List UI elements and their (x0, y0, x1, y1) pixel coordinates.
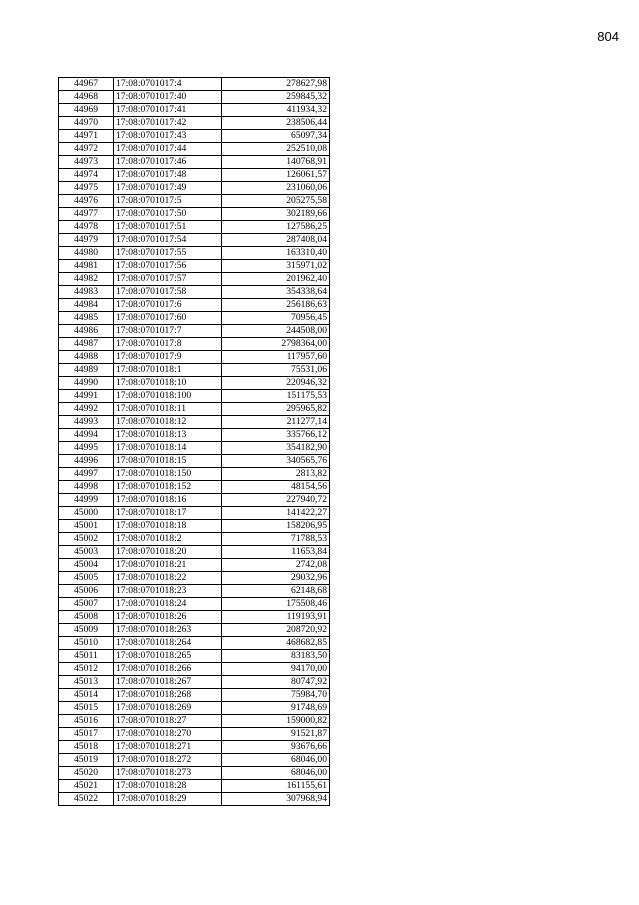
cadastral-number-cell: 17:08:0701017:56 (114, 260, 222, 273)
cadastral-number-cell: 17:08:0701017:6 (114, 299, 222, 312)
row-number-cell: 45017 (59, 728, 114, 741)
cadastral-value-cell: 256186,63 (222, 299, 330, 312)
table-row (59, 325, 330, 338)
row-number-cell: 44988 (59, 351, 114, 364)
cadastral-value-cell: 117957,60 (222, 351, 330, 364)
cadastral-number-cell: 17:08:0701018:15 (114, 455, 222, 468)
cadastral-value-cell: 94170,00 (222, 663, 330, 676)
page-number: 804 (597, 29, 619, 44)
row-number-cell: 44996 (59, 455, 114, 468)
row-number-cell: 45011 (59, 650, 114, 663)
row-number-cell: 44987 (59, 338, 114, 351)
cadastral-value-cell: 259845,32 (222, 91, 330, 104)
table-row (59, 767, 330, 780)
cadastral-value-cell: 175508,46 (222, 598, 330, 611)
cadastral-value-cell: 295965,82 (222, 403, 330, 416)
table-row (59, 494, 330, 507)
table-row (59, 598, 330, 611)
row-number-cell: 44968 (59, 91, 114, 104)
cadastral-value-cell: 71788,53 (222, 533, 330, 546)
table-row (59, 689, 330, 702)
row-number-cell: 44985 (59, 312, 114, 325)
cadastral-value-cell: 126061,57 (222, 169, 330, 182)
row-number-cell: 44980 (59, 247, 114, 260)
table-row (59, 442, 330, 455)
table-row (59, 585, 330, 598)
cadastral-number-cell: 17:08:0701018:24 (114, 598, 222, 611)
table-row (59, 702, 330, 715)
table-row (59, 481, 330, 494)
cadastral-number-cell: 17:08:0701018:100 (114, 390, 222, 403)
cadastral-number-cell: 17:08:0701018:28 (114, 780, 222, 793)
table-row (59, 247, 330, 260)
row-number-cell: 44973 (59, 156, 114, 169)
table-row (59, 663, 330, 676)
cadastral-value-cell: 75531,06 (222, 364, 330, 377)
cadastral-number-cell: 17:08:0701017:49 (114, 182, 222, 195)
row-number-cell: 45013 (59, 676, 114, 689)
cadastral-number-cell: 17:08:0701017:44 (114, 143, 222, 156)
table-row (59, 78, 330, 91)
table-row (59, 637, 330, 650)
table-row (59, 416, 330, 429)
row-number-cell: 45007 (59, 598, 114, 611)
row-number-cell: 44999 (59, 494, 114, 507)
table-row (59, 403, 330, 416)
row-number-cell: 45006 (59, 585, 114, 598)
table-row (59, 624, 330, 637)
table-row (59, 182, 330, 195)
cadastral-number-cell: 17:08:0701018:1 (114, 364, 222, 377)
cadastral-value-cell: 2742,08 (222, 559, 330, 572)
row-number-cell: 44974 (59, 169, 114, 182)
table-row (59, 338, 330, 351)
table-row (59, 130, 330, 143)
cadastral-value-cell: 335766,12 (222, 429, 330, 442)
cadastral-number-cell: 17:08:0701018:20 (114, 546, 222, 559)
table-row (59, 286, 330, 299)
table-row (59, 520, 330, 533)
row-number-cell: 44995 (59, 442, 114, 455)
row-number-cell: 44971 (59, 130, 114, 143)
cadastral-number-cell: 17:08:0701017:7 (114, 325, 222, 338)
cadastral-value-cell: 2798364,00 (222, 338, 330, 351)
cadastral-number-cell: 17:08:0701018:2 (114, 533, 222, 546)
cadastral-value-cell: 205275,58 (222, 195, 330, 208)
table-row (59, 260, 330, 273)
cadastral-value-cell: 220946,32 (222, 377, 330, 390)
cadastral-value-cell: 29032,96 (222, 572, 330, 585)
row-number-cell: 44993 (59, 416, 114, 429)
cadastral-number-cell: 17:08:0701018:273 (114, 767, 222, 780)
cadastral-value-cell: 65097,34 (222, 130, 330, 143)
cadastral-value-cell: 354182,90 (222, 442, 330, 455)
row-number-cell: 45022 (59, 793, 114, 806)
cadastral-value-cell: 140768,91 (222, 156, 330, 169)
cadastral-number-cell: 17:08:0701018:267 (114, 676, 222, 689)
cadastral-value-cell: 127586,25 (222, 221, 330, 234)
cadastral-number-cell: 17:08:0701018:264 (114, 637, 222, 650)
cadastral-value-cell: 163310,40 (222, 247, 330, 260)
cadastral-value-cell: 159000,82 (222, 715, 330, 728)
row-number-cell: 44986 (59, 325, 114, 338)
cadastral-number-cell: 17:08:0701018:23 (114, 585, 222, 598)
row-number-cell: 44997 (59, 468, 114, 481)
table-row (59, 455, 330, 468)
table-row (59, 208, 330, 221)
row-number-cell: 45014 (59, 689, 114, 702)
cadastral-number-cell: 17:08:0701018:27 (114, 715, 222, 728)
row-number-cell: 45009 (59, 624, 114, 637)
table-row (59, 377, 330, 390)
cadastral-value-cell: 83183,50 (222, 650, 330, 663)
cadastral-value-cell: 80747,92 (222, 676, 330, 689)
cadastral-number-cell: 17:08:0701018:268 (114, 689, 222, 702)
cadastral-number-cell: 17:08:0701018:22 (114, 572, 222, 585)
row-number-cell: 45004 (59, 559, 114, 572)
table-row (59, 754, 330, 767)
table-row (59, 676, 330, 689)
row-number-cell: 44979 (59, 234, 114, 247)
table-row (59, 572, 330, 585)
cadastral-number-cell: 17:08:0701018:263 (114, 624, 222, 637)
row-number-cell: 44967 (59, 78, 114, 91)
cadastral-number-cell: 17:08:0701017:40 (114, 91, 222, 104)
cadastral-value-cell: 231060,06 (222, 182, 330, 195)
cadastral-number-cell: 17:08:0701018:17 (114, 507, 222, 520)
cadastral-value-cell: 302189,66 (222, 208, 330, 221)
cadastral-value-cell: 244508,00 (222, 325, 330, 338)
cadastral-number-cell: 17:08:0701018:270 (114, 728, 222, 741)
cadastral-number-cell: 17:08:0701017:54 (114, 234, 222, 247)
row-number-cell: 45002 (59, 533, 114, 546)
cadastral-value-cell: 91521,87 (222, 728, 330, 741)
table-row (59, 273, 330, 286)
cadastral-number-cell: 17:08:0701018:271 (114, 741, 222, 754)
cadastral-number-cell: 17:08:0701018:12 (114, 416, 222, 429)
cadastral-value-cell: 161155,61 (222, 780, 330, 793)
cadastral-number-cell: 17:08:0701017:60 (114, 312, 222, 325)
table-row (59, 312, 330, 325)
cadastral-number-cell: 17:08:0701017:58 (114, 286, 222, 299)
cadastral-number-cell: 17:08:0701018:18 (114, 520, 222, 533)
cadastral-value-cell: 70956,45 (222, 312, 330, 325)
table-row (59, 728, 330, 741)
cadastral-number-cell: 17:08:0701018:150 (114, 468, 222, 481)
cadastral-number-cell: 17:08:0701017:43 (114, 130, 222, 143)
row-number-cell: 44975 (59, 182, 114, 195)
cadastral-number-cell: 17:08:0701017:9 (114, 351, 222, 364)
table-row (59, 533, 330, 546)
cadastral-value-cell: 208720,92 (222, 624, 330, 637)
cadastral-number-cell: 17:08:0701018:269 (114, 702, 222, 715)
row-number-cell: 45019 (59, 754, 114, 767)
cadastral-number-cell: 17:08:0701018:265 (114, 650, 222, 663)
table-row (59, 143, 330, 156)
table-row (59, 390, 330, 403)
row-number-cell: 45021 (59, 780, 114, 793)
table-row (59, 546, 330, 559)
cadastral-number-cell: 17:08:0701017:46 (114, 156, 222, 169)
cadastral-value-cell: 158206,95 (222, 520, 330, 533)
table-row (59, 156, 330, 169)
cadastral-value-cell: 315971,02 (222, 260, 330, 273)
row-number-cell: 44998 (59, 481, 114, 494)
table-row (59, 468, 330, 481)
cadastral-value-cell: 93676,66 (222, 741, 330, 754)
row-number-cell: 45016 (59, 715, 114, 728)
row-number-cell: 45020 (59, 767, 114, 780)
row-number-cell: 45003 (59, 546, 114, 559)
row-number-cell: 45000 (59, 507, 114, 520)
cadastral-number-cell: 17:08:0701018:29 (114, 793, 222, 806)
row-number-cell: 44989 (59, 364, 114, 377)
row-number-cell: 45001 (59, 520, 114, 533)
cadastral-number-cell: 17:08:0701017:51 (114, 221, 222, 234)
cadastral-number-cell: 17:08:0701018:10 (114, 377, 222, 390)
row-number-cell: 44992 (59, 403, 114, 416)
cadastral-value-cell: 68046,00 (222, 754, 330, 767)
cadastral-value-cell: 278627,98 (222, 78, 330, 91)
cadastral-number-cell: 17:08:0701017:4 (114, 78, 222, 91)
table-row (59, 234, 330, 247)
row-number-cell: 44978 (59, 221, 114, 234)
table-row (59, 364, 330, 377)
cadastral-value-cell: 62148,68 (222, 585, 330, 598)
cadastral-number-cell: 17:08:0701017:48 (114, 169, 222, 182)
table-row (59, 611, 330, 624)
cadastral-number-cell: 17:08:0701017:50 (114, 208, 222, 221)
cadastral-value-cell: 211277,14 (222, 416, 330, 429)
cadastral-number-cell: 17:08:0701017:55 (114, 247, 222, 260)
table-row (59, 429, 330, 442)
cadastral-number-cell: 17:08:0701018:266 (114, 663, 222, 676)
table-row (59, 91, 330, 104)
cadastral-number-cell: 17:08:0701017:5 (114, 195, 222, 208)
cadastral-value-cell: 340565,76 (222, 455, 330, 468)
row-number-cell: 44977 (59, 208, 114, 221)
table-row (59, 169, 330, 182)
row-number-cell: 45018 (59, 741, 114, 754)
table-row (59, 104, 330, 117)
row-number-cell: 45008 (59, 611, 114, 624)
cadastral-number-cell: 17:08:0701017:42 (114, 117, 222, 130)
cadastral-value-cell: 119193,91 (222, 611, 330, 624)
table-row (59, 117, 330, 130)
row-number-cell: 44969 (59, 104, 114, 117)
table-row (59, 650, 330, 663)
cadastral-value-cell: 2813,82 (222, 468, 330, 481)
cadastral-value-cell: 227940,72 (222, 494, 330, 507)
cadastral-value-cell: 354338,64 (222, 286, 330, 299)
table-row (59, 741, 330, 754)
cadastral-value-cell: 68046,00 (222, 767, 330, 780)
table-row (59, 507, 330, 520)
row-number-cell: 45010 (59, 637, 114, 650)
row-number-cell: 44984 (59, 299, 114, 312)
row-number-cell: 44983 (59, 286, 114, 299)
cadastral-value-table (58, 77, 330, 806)
row-number-cell: 44972 (59, 143, 114, 156)
cadastral-number-cell: 17:08:0701018:26 (114, 611, 222, 624)
row-number-cell: 45015 (59, 702, 114, 715)
row-number-cell: 44991 (59, 390, 114, 403)
cadastral-number-cell: 17:08:0701018:14 (114, 442, 222, 455)
cadastral-value-cell: 11653,84 (222, 546, 330, 559)
row-number-cell: 45005 (59, 572, 114, 585)
cadastral-number-cell: 17:08:0701018:16 (114, 494, 222, 507)
cadastral-number-cell: 17:08:0701018:272 (114, 754, 222, 767)
cadastral-value-cell: 411934,32 (222, 104, 330, 117)
table-row (59, 299, 330, 312)
cadastral-value-cell: 252510,08 (222, 143, 330, 156)
cadastral-number-cell: 17:08:0701017:8 (114, 338, 222, 351)
table-row (59, 793, 330, 806)
cadastral-value-cell: 91748,69 (222, 702, 330, 715)
table-body (59, 78, 330, 806)
cadastral-number-cell: 17:08:0701018:11 (114, 403, 222, 416)
cadastral-number-cell: 17:08:0701018:21 (114, 559, 222, 572)
table-row (59, 780, 330, 793)
cadastral-value-cell: 238506,44 (222, 117, 330, 130)
table-row (59, 715, 330, 728)
cadastral-value-cell: 287408,04 (222, 234, 330, 247)
cadastral-number-cell: 17:08:0701017:41 (114, 104, 222, 117)
row-number-cell: 44970 (59, 117, 114, 130)
cadastral-value-cell: 151175,53 (222, 390, 330, 403)
cadastral-number-cell: 17:08:0701018:13 (114, 429, 222, 442)
cadastral-value-cell: 201962,40 (222, 273, 330, 286)
table-row (59, 221, 330, 234)
cadastral-value-cell: 48154,56 (222, 481, 330, 494)
cadastral-number-cell: 17:08:0701017:57 (114, 273, 222, 286)
cadastral-value-cell: 307968,94 (222, 793, 330, 806)
table-row (59, 195, 330, 208)
row-number-cell: 44976 (59, 195, 114, 208)
table-row (59, 351, 330, 364)
cadastral-number-cell: 17:08:0701018:152 (114, 481, 222, 494)
row-number-cell: 45012 (59, 663, 114, 676)
table-row (59, 559, 330, 572)
cadastral-value-cell: 75984,70 (222, 689, 330, 702)
cadastral-value-cell: 141422,27 (222, 507, 330, 520)
row-number-cell: 44990 (59, 377, 114, 390)
row-number-cell: 44982 (59, 273, 114, 286)
row-number-cell: 44994 (59, 429, 114, 442)
cadastral-value-cell: 468682,85 (222, 637, 330, 650)
row-number-cell: 44981 (59, 260, 114, 273)
